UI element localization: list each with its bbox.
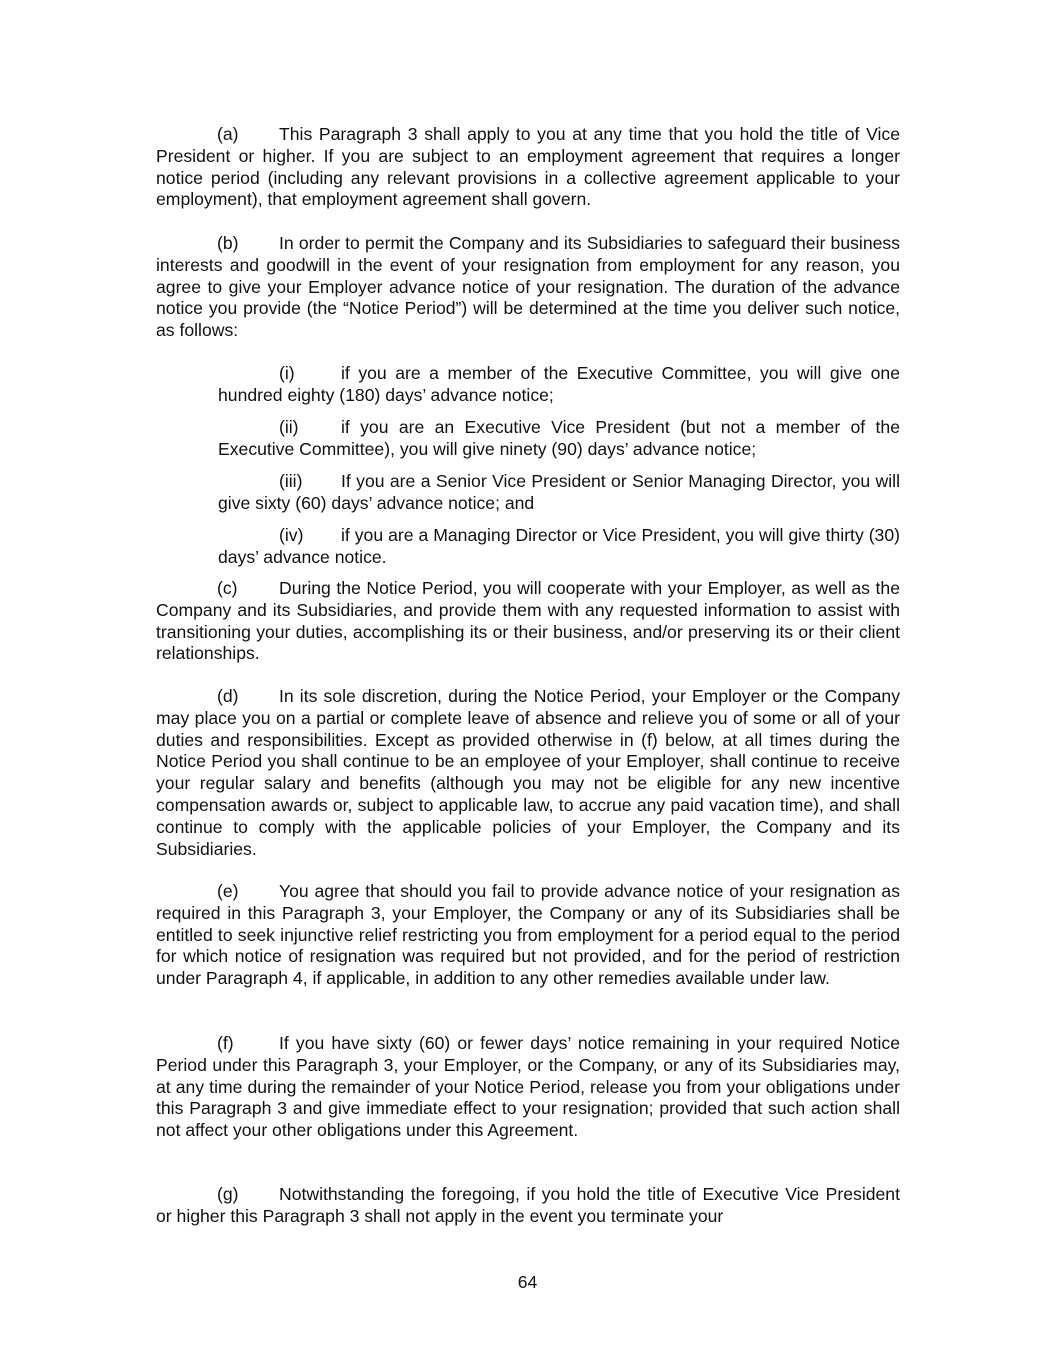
subitem-marker: (iii) (279, 471, 303, 491)
paragraph-text: During the Notice Period, you will cooperate with your Employer, as well as the Company and its Subsidiaries, and provide them with any requested information to assist with transitioning your duties, accomplishing its or their business, and/or preserving its or their client relationships. (156, 578, 900, 664)
paragraph-text: You agree that should you fail to provide advance notice of your resignation as required in this Paragraph 3, your Employer, the Company or any of its Subsidiaries shall be entitled to seek injunctive relief restricting you from employment for a period equal to the period for which notice of resignation was required but not provided, and for the period of restriction under Paragraph 4, if applicable, in addition to any other remedies available under law. (156, 881, 900, 989)
paragraph-marker: (a) (217, 124, 239, 144)
paragraph-marker: (e) (217, 881, 239, 901)
paragraph-text: In its sole discretion, during the Notice Period, your Employer or the Company may place you on a partial or complete leave of absence and relieve you of some or all of your duties and responsibilities. Except as provided otherwise in (f) below, at all times during the Notice Period you shall continue to be an employee of your Employer, shall continue to receive your regular salary and benefits (although you may not be eligible for any new incentive compensation awards or, subject to applicable law, to accrue any paid vacation time), and shall continue to comply with the applicable policies of your Employer, the Company and its Subsidiaries. (156, 686, 900, 859)
subitem-iv (218, 525, 900, 569)
paragraph-e (156, 881, 900, 990)
paragraph-marker: (f) (217, 1033, 234, 1053)
paragraph-text: This Paragraph 3 shall apply to you at any time that you hold the title of Vice President or higher. If you are subject to an employment agreement that requires a longer notice period (including any relevant provisions in a collective agreement applicable to your employment), that employment agreement shall govern. (156, 124, 900, 210)
paragraph-marker: (c) (217, 578, 238, 598)
paragraph-marker: (d) (217, 686, 239, 706)
paragraph-text: Notwithstanding the foregoing, if you hold the title of Executive Vice President or higher this Paragraph 3 shall not apply in the event you terminate your (156, 1184, 900, 1226)
paragraph-c (156, 578, 900, 665)
paragraph-f (156, 1033, 900, 1142)
subitem-iii (218, 471, 900, 515)
paragraph-g (156, 1184, 900, 1228)
subitem-text: if you are an Executive Vice President (but not a member of the Executive Committee), you will give ninety (90) days’ advance notice; (218, 417, 900, 459)
subitem-marker: (ii) (279, 417, 299, 437)
subitem-marker: (i) (279, 363, 295, 383)
paragraph-text: In order to permit the Company and its Subsidiaries to safeguard their business interests and goodwill in the event of your resignation from employment for any reason, you agree to give your Employer advance notice of your resignation. The duration of the advance notice you provide (the “Notice Period”) will be determined at the time you deliver such notice, as follows: (156, 233, 900, 341)
subitem-ii (218, 417, 900, 461)
subitem-i (218, 363, 900, 407)
paragraph-marker: (b) (217, 233, 239, 253)
subitem-text: if you are a member of the Executive Committee, you will give one hundred eighty (180) days’ advance notice; (218, 363, 900, 405)
paragraph-a (156, 124, 900, 211)
page-number: 64 (517, 1272, 538, 1292)
paragraph-text: If you have sixty (60) or fewer days’ notice remaining in your required Notice Period under this Paragraph 3, your Employer, or the Company, or any of its Subsidiaries may, at any time during the remainder of your Notice Period, release you from your obligations under this Paragraph 3 and give immediate effect to your resignation; provided that such action shall not affect your other obligations under this Agreement. (156, 1033, 900, 1141)
subitem-marker: (iv) (279, 525, 304, 545)
paragraph-d (156, 686, 900, 860)
subitem-text: if you are a Managing Director or Vice President, you will give thirty (30) days’ advance notice. (218, 525, 900, 567)
subitem-text: If you are a Senior Vice President or Senior Managing Director, you will give sixty (60) days’ advance notice; and (218, 471, 900, 513)
paragraph-marker: (g) (217, 1184, 239, 1204)
paragraph-b (156, 233, 900, 342)
